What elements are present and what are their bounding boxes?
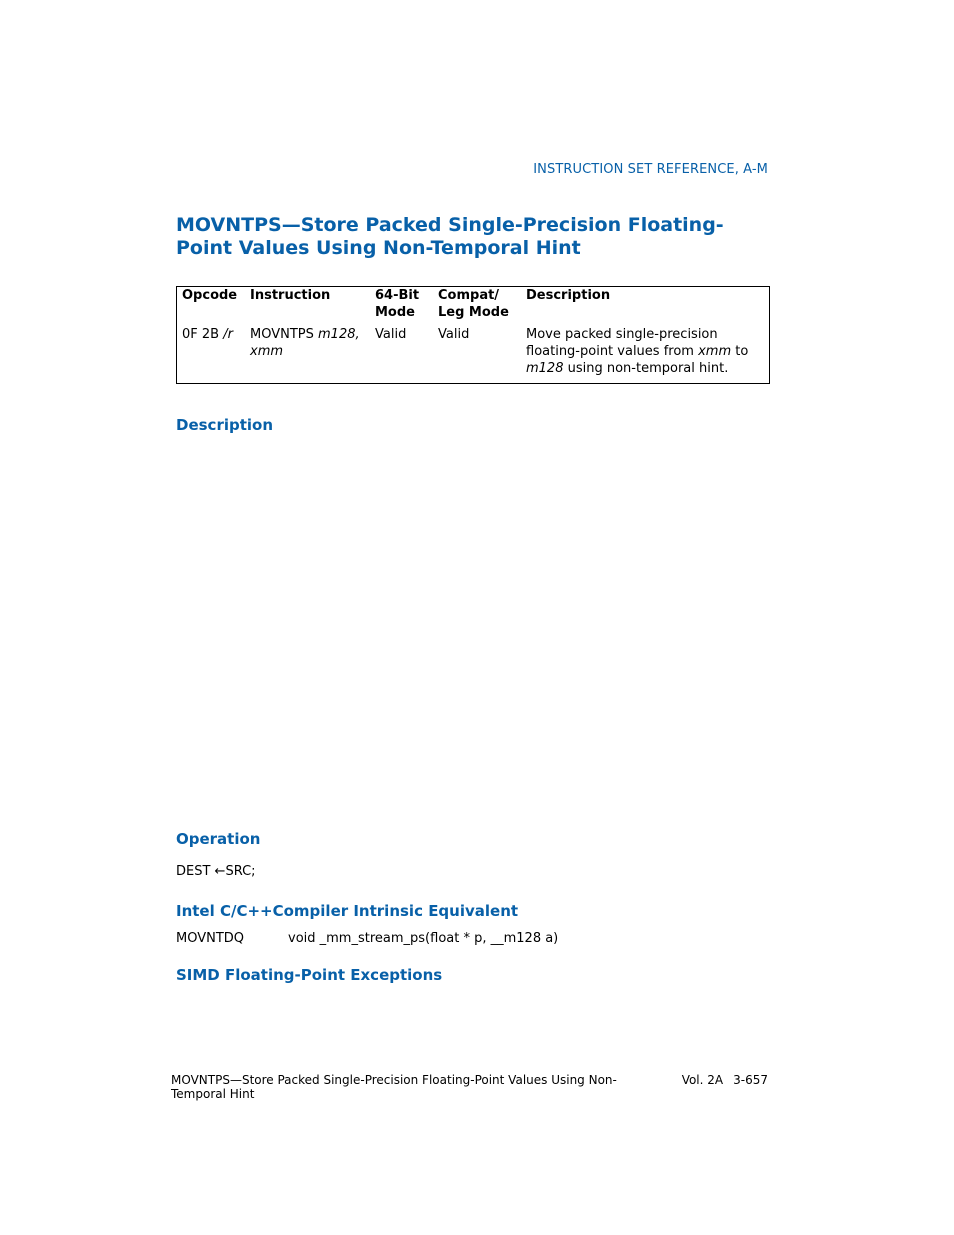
instruction-mnemonic: MOVNTPS bbox=[250, 327, 319, 342]
header-instruction: Instruction bbox=[250, 288, 331, 303]
header-64bit-line1: 64-Bit bbox=[375, 288, 420, 303]
footer-volume: Vol. 2A bbox=[681, 1073, 724, 1087]
desc-part3: using non-temporal hint. bbox=[563, 361, 729, 376]
section-heading-description: Description bbox=[176, 416, 274, 434]
footer-page-number: 3-657 bbox=[733, 1073, 768, 1087]
header-compat-mode bbox=[438, 287, 509, 321]
desc-xmm: xmm bbox=[698, 344, 732, 359]
header-description: Description bbox=[526, 288, 611, 303]
desc-m128: m128 bbox=[526, 361, 564, 376]
footer-page-info bbox=[682, 1073, 768, 1087]
operation-text: DEST ←SRC; bbox=[176, 864, 256, 879]
footer-title: MOVNTPS—Store Packed Single-Precision Floating-Point Values Using Non-Temporal Hint bbox=[171, 1073, 617, 1101]
desc-part1: Move packed single-precision floating-point values from bbox=[526, 327, 718, 359]
instruction-line1 bbox=[250, 326, 360, 343]
opcode-table bbox=[176, 286, 770, 384]
header-64bit-mode bbox=[375, 287, 419, 321]
cell-description bbox=[526, 326, 766, 377]
instruction-operand1: m128, bbox=[318, 327, 360, 342]
instruction-operand2: xmm bbox=[250, 344, 284, 359]
cell-instruction bbox=[250, 326, 360, 360]
running-header: INSTRUCTION SET REFERENCE, A-M bbox=[533, 162, 768, 177]
opcode-reg: /r bbox=[223, 327, 233, 342]
section-heading-operation: Operation bbox=[176, 830, 261, 848]
cell-opcode bbox=[182, 326, 233, 343]
instruction-line2 bbox=[250, 343, 360, 360]
page-title: MOVNTPS—Store Packed Single-Precision Floating-Point Values Using Non-Temporal Hint bbox=[176, 214, 724, 259]
intrinsic-name: MOVNTDQ bbox=[176, 931, 245, 946]
opcode-main: 0F 2B bbox=[182, 327, 224, 342]
header-opcode: Opcode bbox=[182, 288, 238, 303]
intrinsic-signature: void _mm_stream_ps(float * p, __m128 a) bbox=[288, 931, 559, 946]
cell-compat-mode: Valid bbox=[438, 327, 470, 342]
desc-part2: to bbox=[731, 344, 749, 359]
section-heading-intrinsic: Intel C/C++Compiler Intrinsic Equivalent bbox=[176, 902, 519, 920]
section-heading-simd-exceptions: SIMD Floating-Point Exceptions bbox=[176, 966, 443, 984]
header-compat-line1: Compat/ bbox=[438, 288, 500, 303]
cell-64bit-mode: Valid bbox=[375, 327, 407, 342]
header-64bit-line2: Mode bbox=[375, 305, 415, 320]
header-compat-line2: Leg Mode bbox=[438, 305, 509, 320]
